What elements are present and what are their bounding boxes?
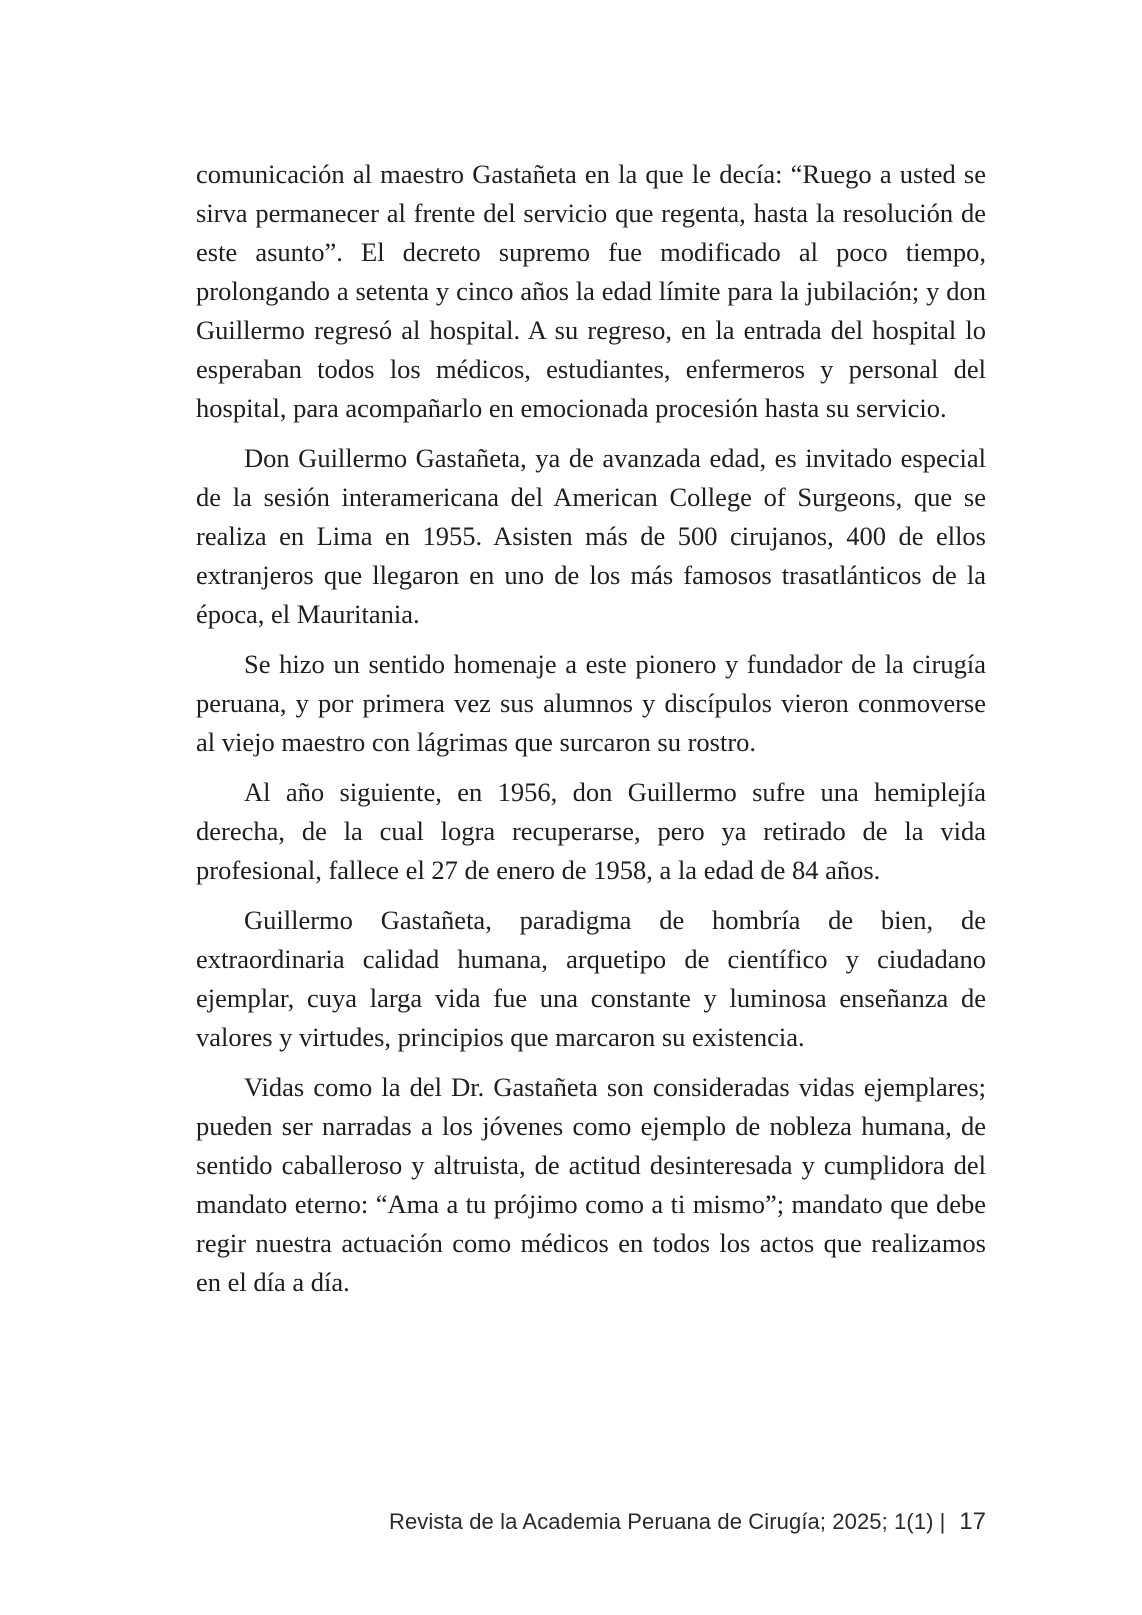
paragraph-4: Al año siguiente, en 1956, don Guillermo sufre una hemiplejía derecha, de la cual logra recuperarse, pero ya retirado de la vida profesional, fallece el 27 de enero de 1958, a la edad de 84 años. bbox=[196, 777, 986, 885]
paragraph-3: Se hizo un sentido homenaje a este pionero y fundador de la cirugía peruana, y por primera vez sus alumnos y discípulos vieron conmoverse al viejo maestro con lágrimas que surcaron su rostro. bbox=[196, 649, 986, 757]
paragraph-5: Guillermo Gastañeta, paradigma de hombría de bien, de extraordinaria calidad humana, arquetipo de científico y ciudadano ejemplar, cuya larga vida fue una constante y luminosa enseñanza de valores y virtudes, principios que marcaron su existencia. bbox=[196, 905, 986, 1052]
paragraph-2: Don Guillermo Gastañeta, ya de avanzada edad, es invitado especial de la sesión interamericana del American College of Surgeons, que se realiza en Lima en 1955. Asisten más de 500 cirujanos, 400 de ellos extranjeros que llegaron en uno de los más famosos trasatlánticos de la época, el Mauritania. bbox=[196, 443, 986, 629]
paragraph-6: Vidas como la del Dr. Gastañeta son consideradas vidas ejemplares; pueden ser narradas a los jóvenes como ejemplo de nobleza humana, de sentido caballeroso y altruista, de actitud desinteresada y cumplidora del mandato eterno: “Ama a tu prójimo como a ti mismo”; mandato que debe regir nuestra actuación como médicos en todos los actos que realizamos en el día a día. bbox=[196, 1072, 986, 1297]
page-footer bbox=[196, 1508, 986, 1548]
paragraph-1: comunicación al maestro Gastañeta en la que le decía: “Ruego a usted se sirva permanecer al frente del servicio que regenta, hasta la resolución de este asunto”. El decreto supremo fue modificado al poco tiempo, prolongando a setenta y cinco años la edad límite para la jubilación; y don Guillermo regresó al hospital. A su regreso, en la entrada del hospital lo esperaban todos los médicos, estudiantes, enfermeros y personal del hospital, para acompañarlo en emocionada procesión hasta su servicio. bbox=[196, 159, 986, 423]
page-number: 17 bbox=[959, 1508, 986, 1535]
footer-separator: | bbox=[939, 1509, 946, 1534]
journal-citation: Revista de la Academia Peruana de Cirugía; 2025; 1(1) bbox=[388, 1509, 934, 1534]
body-text bbox=[196, 155, 986, 1313]
